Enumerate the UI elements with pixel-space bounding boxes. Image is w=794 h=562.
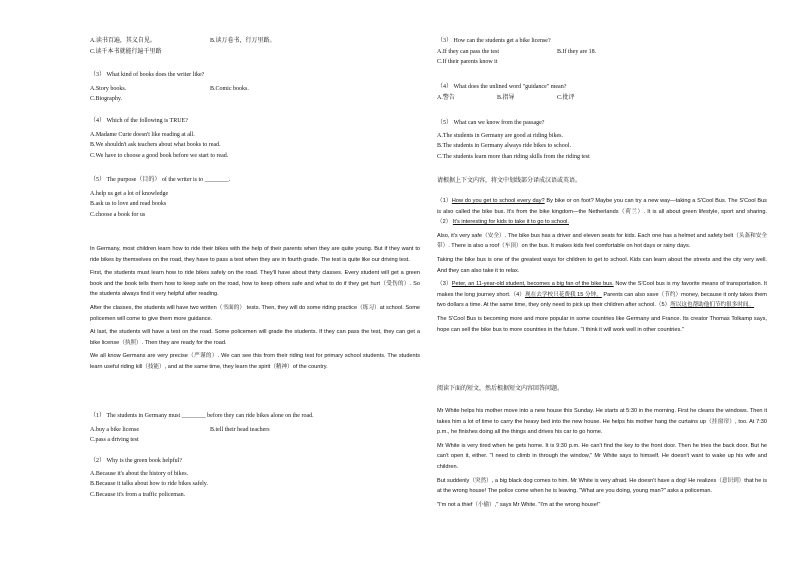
story-passage	[437, 406, 767, 510]
option-c: C.pass a driving test	[90, 437, 139, 443]
option-a: A.Story books.	[90, 85, 127, 92]
option-b: B.ask us to love and read books	[90, 201, 167, 207]
option-c: C.读千本书就能行遍千里路	[90, 48, 162, 55]
option-a: A.help us get a lot of knowledge	[90, 190, 169, 197]
bus-passage	[437, 196, 767, 335]
passage-question-3	[437, 36, 767, 68]
passage-paragraph	[437, 196, 767, 228]
question-text: （1） The students in Germany must ________ before they can ride bikes alone on the road.	[90, 413, 314, 419]
question-5	[90, 175, 420, 220]
passage-paragraph: "I'm not a thief（小偷）," says Mr White. "I'm at the wrong house!"	[437, 501, 601, 508]
passage-paragraph: After the classes, the students will have two written（书面的） tests. Then, they will do some riding practice（练习）at school. Some policemen will come to give them more guidance.	[90, 304, 420, 322]
passage-question-4	[437, 82, 767, 103]
question-text: （3） What kind of books does the writer like?	[90, 72, 205, 78]
option-c: C.If their parents know it	[437, 59, 498, 65]
passage-paragraph: First, the students must learn how to ride bikes safely on the road. They'll have about thirty classes. Every student will get a green book and the book tells them how to keep safe on the road, how to keep others safe and what to do if they get hurt（受伤的）. So the students always find it very helpful after reading.	[90, 270, 420, 298]
passage-text: Parents can also save（节约）money, because it only takes them two dollars a time. At the same time, they only need to pick up their children after school.（5）	[437, 291, 767, 309]
option-b: B.If they are 18.	[557, 48, 597, 55]
instruction-text: 请根据上下文内容，将文中划线部分译成汉语或英语。	[437, 178, 582, 184]
option-a: A.警告	[437, 94, 455, 101]
option-b: B.We shouldn't ask teachers about what books to read.	[90, 142, 221, 148]
underlined-sentence: How do you get to school every day?	[451, 198, 545, 204]
question-text: （4） What does the unlined word "guidance" mean?	[437, 84, 567, 90]
underlined-sentence: 现在去学校只花费我 15 分钟。	[524, 291, 602, 298]
option-c: C.choose a book for us	[90, 211, 146, 218]
passage-paragraph: We all know Germans are very precise（严谨的）. We can see this from their riding test for primary school students. The students learn useful riding kill（技能）, and at the same time, they learn the spirit（精神）of the country.	[90, 353, 420, 370]
option-a: A.Because it's about the history of bikes.	[90, 470, 189, 477]
option-a: A.The students in Germany are good at riding bikes.	[437, 132, 563, 139]
top-options	[90, 36, 420, 57]
option-b: B.tell their head teachers	[210, 426, 270, 433]
underlined-sentence: It's interesting for kids to take it to go to school.	[452, 219, 569, 226]
option-b: B.Comic books.	[210, 85, 249, 92]
option-a: A.读书百遍，其义自见。	[90, 38, 156, 44]
passage-paragraph: Mr White is very tired when he gets home. It is 9:30 p.m. He can't find the key to the front door. Then he tries the back door. But he can't open it, either. "I need to climb in through the window," Mr White says to himself. He doesn't want to wake up his wife and children.	[437, 442, 767, 470]
passage-paragraph: Also, it's very safe（安全）. The bike bus has a driver and eleven seats for kids. Each one has a helmet and safety belt（头盔和安全带）. There is also a roof（车顶）on the bus. It makes kids feel comfortable on hot days or rainy days.	[437, 232, 767, 250]
passage-question-5	[437, 118, 767, 162]
translation-instruction	[437, 176, 767, 187]
passage-paragraph: The S'Cool Bus is becoming more and more popular in some countries like Germany and France. Its creator Thomas Tolkamp says, hope can sell the bike bus to more countries in the future. "I think it will work well in other countries."	[437, 315, 767, 333]
question-text: （5） What can we know from the passage?	[437, 120, 545, 126]
option-c: C.The students learn more than riding skills from the riding test	[437, 153, 590, 160]
option-a: A.If they can pass the test	[437, 48, 499, 55]
option-b: B.读万卷书，行万里路。	[210, 38, 276, 44]
underlined-sentence: 所以这也帮助他们节约很多时间。	[670, 302, 755, 309]
reading-instruction	[437, 384, 767, 395]
passage-paragraph: At last, the students will have a test on the road. Some policemen will grade the students. If they can pass the test, they can get a bike license（执照）. Then they are ready for the road.	[90, 329, 420, 346]
question-text: （5） The purpose（目的） of the writer is to ________.	[90, 177, 231, 183]
option-b: B.指导	[497, 94, 515, 101]
option-c: C.Biography.	[90, 96, 122, 102]
passage-question-2	[90, 456, 420, 500]
passage-text: By bike or on foot? Maybe you can try a new way—taking a S'Cool Bus. The S'Cool Bus is also called the bike bus. It's from the bike kingdom—the Netherlands（荷兰）. It is all about green lifestyle, sport and sharing.（2）	[437, 198, 767, 226]
passage-paragraph: Mr White helps his mother move into a new house this Sunday. He starts at 5:30 in the morning. First he cleans the windows. Then it takes him a lot of time to carry the heavy bed into the new house. He helps his mother hang the curtains up（挂窗帘）, too. At 7:30 p.m., he finishes doing all the things and drives his car to go home.	[437, 408, 767, 436]
question-text: （4） Which of the following is TRUE?	[90, 118, 188, 124]
option-c: C.批评	[557, 94, 575, 101]
question-text: （2） Why is the green book helpful?	[90, 458, 182, 464]
passage-question-1	[90, 411, 420, 446]
option-a: A.buy a bike license	[90, 426, 139, 433]
question-3	[90, 70, 420, 105]
passage-text: Now the S'Cool bus is my favorite means of transportation. It makes the long journey short.（4）	[437, 281, 767, 298]
reading-passage	[90, 244, 420, 373]
item-number: （1）	[437, 198, 452, 204]
option-c: C.Because it's from a traffic policeman.	[90, 491, 186, 498]
passage-paragraph: In Germany, most children learn how to ride their bikes with the help of their parents when they are quite young. But if they want to ride bikes by themselves on the road, they have to pass a test when they are in fourth grade. The test is quite like our driving test.	[90, 246, 420, 263]
question-4	[90, 116, 420, 161]
passage-paragraph: But suddenly（突然）, a big black dog comes to him. Mr White is very afraid. He doesn't have a dog! He realizes（意识到）that he is at the wrong house! The police come when he is leaving. "What are you doing, young man?" asks a policeman.	[437, 477, 767, 495]
passage-paragraph	[437, 279, 767, 311]
option-b: B.The students in Germany always ride bikes to school.	[437, 143, 571, 149]
underlined-sentence: Peter, an 11-year-old student, becomes a big fan of the bike bus.	[451, 281, 614, 288]
instruction-text: 阅读下面的短文，然后根据短文内容回答问题。	[437, 386, 564, 392]
option-a: A.Madame Curie doesn't like reading at all.	[90, 131, 195, 138]
option-c: C.We have to choose a good book before we start to read.	[90, 152, 229, 159]
question-text: （3） How can the students get a bike license?	[437, 38, 551, 44]
item-number: （3）	[437, 281, 452, 288]
option-b: B.Because it talks about how to ride bikes safely.	[90, 481, 208, 487]
passage-paragraph: Taking the bike bus is one of the greatest ways for children to get to school. Kids can learn about the streets and the city very well. And they can also take it to relax.	[437, 256, 767, 274]
